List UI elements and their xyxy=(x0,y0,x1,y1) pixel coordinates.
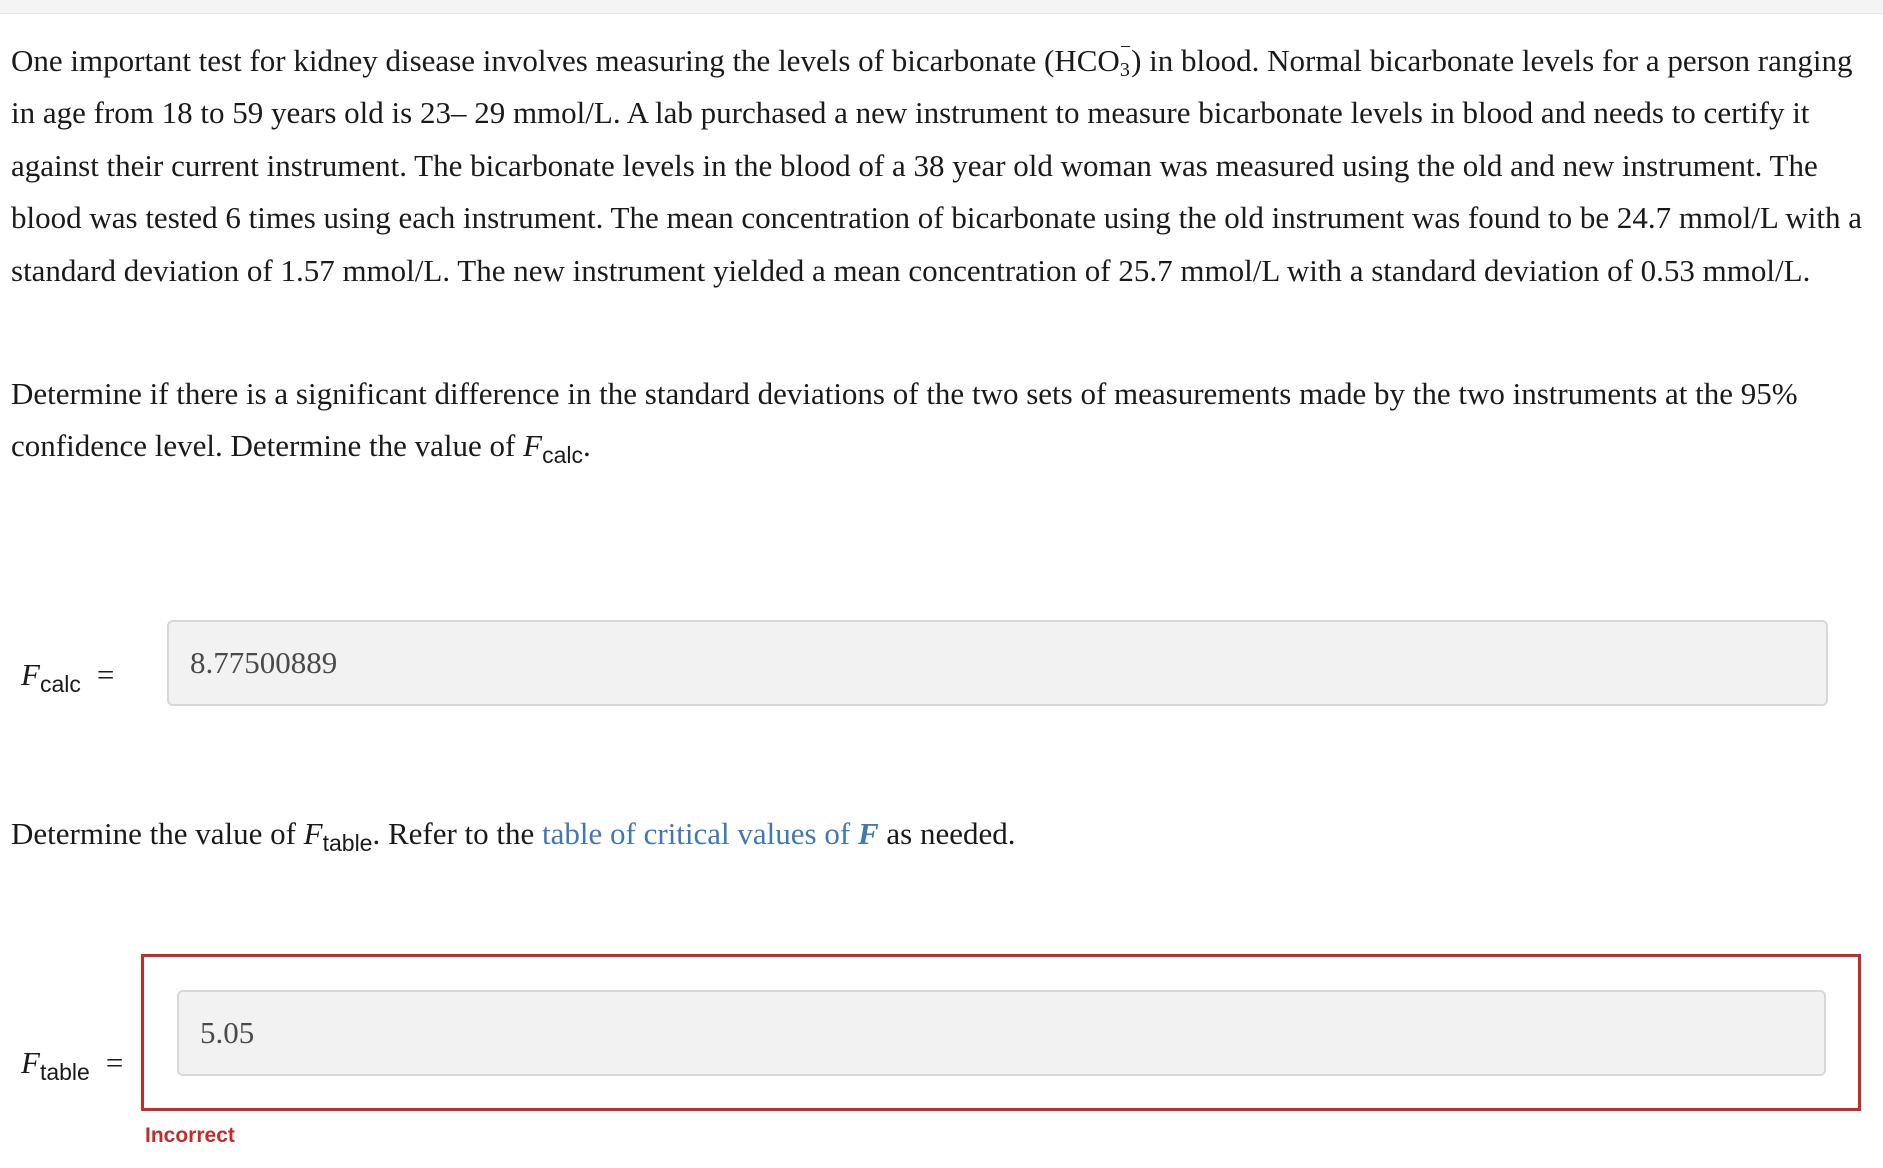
bicarbonate-formula: $HCO_3^-$ xyxy=(1054,36,1132,81)
feedback-incorrect: Incorrect xyxy=(145,1124,235,1147)
question-ftable: Determine the value of $F_{table}$. Refer to the table of critical values of F as needed. xyxy=(11,816,1016,856)
critical-values-link[interactable]: table of critical values of F xyxy=(542,816,879,851)
top-strip xyxy=(0,0,1883,14)
ftable-value: 5.05 xyxy=(200,1015,255,1050)
fcalc-answer-field[interactable] xyxy=(167,620,1828,706)
problem-statement: One important test for kidney disease involves measuring the levels of bicarbonate $(HCO_3^-)$ in blood. Normal bicarbonate levels for a person ranging in age from 18 to 59 years old is 23– 29 mmol/L. A lab purchased a new instrument to measure bicarbonate levels in blood and needs to certify it against their current instrument. The bicarbonate levels in the blood of a 38 year old woman was measured using the old and new instrument. The blood was tested 6 times using each instrument. The mean concentration of bicarbonate using the old instrument was found to be 24.7 mmol/L with a standard deviation of 1.57 mmol/L. The new instrument yielded a mean concentration of 25.7 mmol/L with a standard deviation of 0.53 mmol/L. xyxy=(11,36,1862,288)
fcalc-value: 8.77500889 xyxy=(190,645,338,680)
ftable-answer-field[interactable] xyxy=(177,990,1826,1076)
ftable-label: $F_{table}$ = xyxy=(21,1045,124,1085)
question-fcalc: Determine if there is a significant difference in the standard deviations of the two sets of measurements made by the two instruments at the 95% confidence level. Determine the value of $F_{calc}$. xyxy=(11,376,1798,469)
fcalc-label: $F_{calc}$ = xyxy=(21,657,115,697)
